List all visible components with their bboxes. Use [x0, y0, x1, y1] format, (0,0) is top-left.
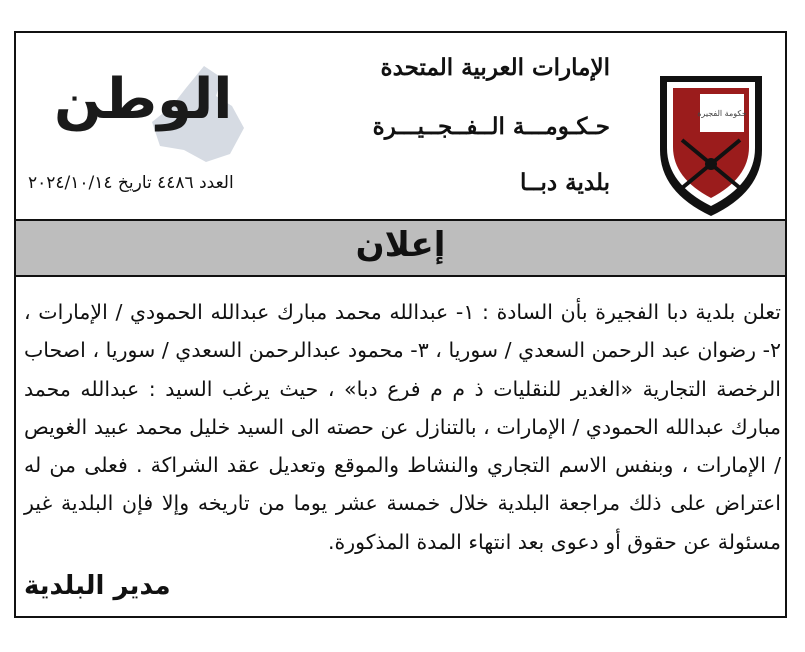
issue-number-date: العدد ٤٤٨٦ تاريخ ٢٠٢٤/١٠/١٤: [28, 173, 234, 193]
municipality-name: بلدية دبــا: [520, 169, 610, 196]
notice-title: إعلان: [355, 225, 446, 265]
government-name: حـكـومـــة الــفــجــيـــرة: [372, 113, 610, 140]
title-band: [16, 219, 785, 277]
newspaper-logo: الوطن: [54, 67, 233, 132]
advertisement-frame: [14, 31, 787, 618]
notice-body: تعلن بلدية دبا الفجيرة بأن السادة : ١- عبدالله محمد مبارك عبدالله الحمودي / الإمارات ، ٢- رضوان عبد الرحمن السعدي / سوريا ، ٣- محمود عبدالرحمن السعدي / سوريا ، اصحاب الرخصة التجارية «الغدير للنقليات ذ م م فرع دبا» ، حيث يرغب السيد : عبدالله محمد مبارك عبدالله الحمودي / الإمارات ، بالتنازل عن حصته الى السيد خليل محمد عبيد الغويص / الإمارات ، وبنفس الاسم التجاري والنشاط والموقع وتعديل عقد الشراكة . فعلى من له اعتراض على ذلك مراجعة البلدية خلال خمسة عشر يوما من تاريخه وإلا فإن البلدية غير مسئولة عن حقوق أو دعوى بعد انتهاء المدة المذكورة.: [24, 300, 782, 554]
header: [16, 33, 785, 219]
country-name: الإمارات العربية المتحدة: [380, 54, 610, 81]
fujairah-emblem: [656, 70, 766, 218]
signature-municipality-director: مدير البلدية: [24, 571, 171, 601]
emblem-text: حكومة الفجيرة: [697, 109, 747, 118]
